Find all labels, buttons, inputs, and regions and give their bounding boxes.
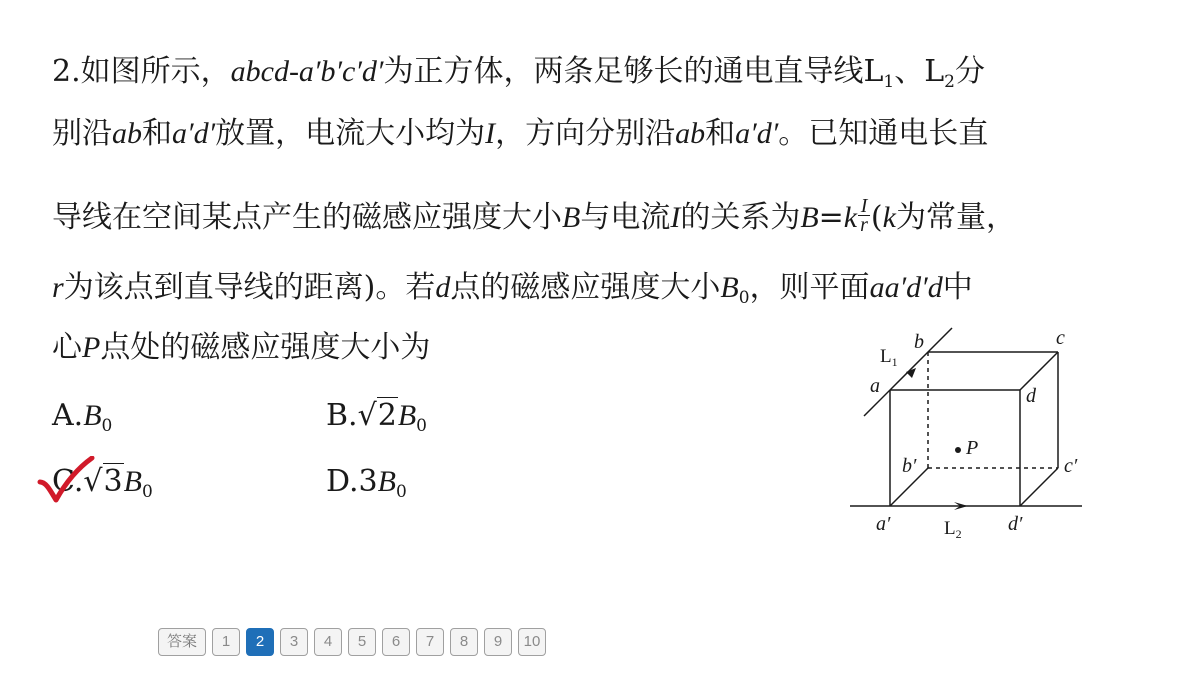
page-button-8[interactable]: 8 [450, 628, 478, 656]
text: 的关系为 [680, 200, 801, 235]
math-text: B [397, 399, 417, 432]
math-text: d [435, 271, 451, 304]
text: 分 [955, 54, 985, 89]
text: 放置，电流大小均为 [215, 116, 486, 151]
label-p: P [966, 437, 979, 459]
math-text: aa′d′d [869, 271, 943, 304]
question-line-3 [52, 194, 1016, 238]
text: 导线在空间某点产生的磁感应强度大小 [52, 200, 562, 235]
label-a-prime: a′ [876, 513, 891, 535]
option-label: A. [52, 398, 84, 433]
text: 与电流 [580, 200, 671, 235]
label-l2-letter: L [944, 518, 956, 539]
text: 3 [358, 464, 378, 499]
label-b: b [914, 331, 924, 353]
text: 、L [894, 54, 945, 89]
label-l1-sub: 1 [891, 355, 898, 369]
option-d[interactable] [326, 464, 407, 510]
text: ( [870, 200, 883, 235]
question-line-1 [52, 54, 985, 100]
text: 心 [52, 330, 82, 365]
radicand: 3 [103, 464, 123, 499]
text: 点的磁感应强度大小 [450, 270, 721, 305]
text: 如图所示， [80, 54, 231, 89]
math-text: r [52, 271, 64, 304]
fraction-numerator: I [858, 197, 870, 216]
text: 为正方体，两条足够长的通电直导线L [383, 54, 884, 89]
question-line-4 [52, 270, 973, 316]
label-c: c [1056, 327, 1065, 349]
math-text: I [670, 201, 681, 234]
option-a[interactable] [52, 398, 112, 444]
label-d: d [1026, 385, 1036, 407]
math-text: a′d′ [735, 117, 779, 150]
fraction-i-over-r [858, 194, 870, 236]
question-pager [158, 628, 546, 656]
math-text: k [882, 201, 896, 234]
page-button-2[interactable]: 2 [246, 628, 274, 656]
math-text: ab [675, 117, 706, 150]
answer-button[interactable]: 答案 [158, 628, 206, 656]
text: ，则平面 [749, 270, 870, 305]
text: 。已知通电长直 [778, 116, 989, 151]
subscript: 0 [395, 482, 407, 502]
page-button-7[interactable]: 7 [416, 628, 444, 656]
page-button-3[interactable]: 3 [280, 628, 308, 656]
option-label: D. [326, 464, 359, 499]
option-b[interactable] [326, 398, 427, 444]
question-line-5 [52, 330, 430, 366]
correct-check-icon [36, 456, 96, 506]
label-b-prime: b′ [902, 455, 917, 477]
page-button-9[interactable]: 9 [484, 628, 512, 656]
text: 和 [142, 116, 172, 151]
subscript: 0 [101, 416, 113, 436]
subscript: 0 [738, 288, 750, 308]
math-text: P [82, 331, 101, 364]
question-number: 2. [52, 54, 81, 89]
math-text: k [843, 201, 858, 234]
point-p [955, 447, 961, 453]
label-l2 [944, 518, 962, 541]
math-text: B [562, 201, 581, 234]
label-l2-sub: 2 [955, 527, 962, 541]
label-l1-letter: L [880, 346, 892, 367]
text: 别沿 [52, 116, 112, 151]
label-c-prime: c′ [1064, 455, 1078, 477]
subscript: 0 [416, 416, 427, 436]
math-text: B [720, 271, 739, 304]
text: 为该点到直导线的距离)。若 [63, 270, 436, 305]
page-button-10[interactable]: 10 [518, 628, 546, 656]
label-l1 [880, 346, 898, 369]
math-text: B [83, 399, 102, 432]
page-button-1[interactable]: 1 [212, 628, 240, 656]
math-text: ab [112, 117, 142, 150]
subscript: 1 [883, 72, 895, 92]
option-label: B. [326, 398, 358, 433]
question-line-2 [52, 116, 988, 152]
page-button-5[interactable]: 5 [348, 628, 376, 656]
page-button-4[interactable]: 4 [314, 628, 342, 656]
label-a: a [870, 375, 880, 397]
math-text: B [800, 201, 819, 234]
radicand: 2 [377, 398, 397, 433]
text: 和 [705, 116, 736, 151]
fraction-denominator: r [860, 213, 868, 236]
text: = [818, 200, 844, 235]
math-text: a′d′ [172, 117, 216, 150]
edge-cpdp [1020, 468, 1058, 506]
page-button-6[interactable]: 6 [382, 628, 410, 656]
math-text: abcd-a′b′c′d′ [230, 55, 384, 88]
cube-diagram [840, 320, 1090, 550]
math-text: B [377, 465, 396, 498]
subscript: 0 [141, 482, 153, 502]
math-text: B [123, 465, 142, 498]
text: 为常量， [895, 200, 1016, 235]
sqrt-symbol: √2 [357, 398, 397, 433]
sqrt-symbol: √3 [83, 464, 123, 499]
text: ，方向分别沿 [495, 116, 676, 151]
text: 中 [942, 270, 973, 305]
math-text: I [485, 117, 496, 150]
label-d-prime: d′ [1008, 513, 1023, 535]
option-label: C. [52, 464, 84, 499]
text: 点处的磁感应强度大小为 [100, 330, 431, 365]
subscript: 2 [944, 72, 955, 92]
